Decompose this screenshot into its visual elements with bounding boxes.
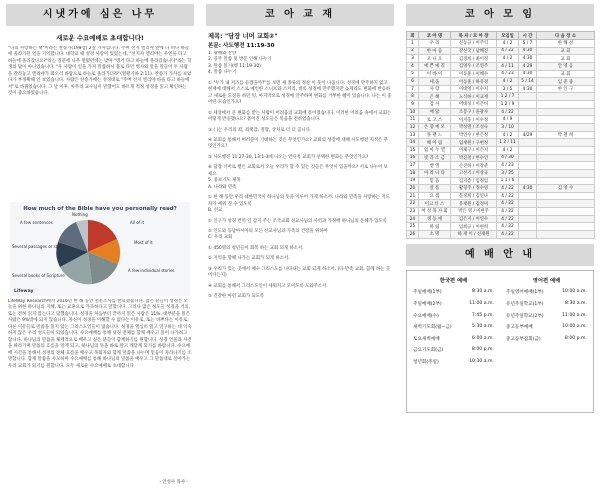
- article-paragraph-2: LifeWay Research에서 2016년 한 해 동안 설문조사를 발표했습니다. 많은 분들이 성경은 오늘을 위한 하나님의 지혜, 또는 교훈으로 가득하다고 말합니다. 그러나 많은 성도들 성경을 거의, 또는 전혀 읽지 않는다고 답했습니다. 성경을 처음부터 끝까지 읽은 사람은 11%, 대부분을 읽은 사람은 9%밖에 되지 않습니다. 자신이 성경을 이해할 수 없다는 이유로, 또는 바쁘다는 이유로, 다른 이유들로 말씀을 읽지 않는 그리스도인들이 많습니다. 성경을 열심히 읽고 연구하는 데 익숙하지 않은 우리 성도들이 되었습니다. 수요예배를 통해 성경 전체를 함께 배우고 읽어 나가려고 합니다. 하나님의 말씀을 체계적으로 배우고 싶은 분들이 함께하기를 원합니다. 성경 인물과 사건을 따라가며 말씀의 흐름을 알게 되고, 하나님의 뜻을 바로 알고 깨닫게 되기를 바랍니다. 수요예배 시간을 통해서 성경의 전체 흐름을 배우고 목회자와 함께 말씀을 나누며 믿음이 자라나기를 소망합니다. 함께 말씀을 사모하며 수요예배를 통해 하나님의 말씀을 배우고 그 말씀대로 살아가는 우리 교회가 되기를 원합니다. 모두 새로운 수요예배로 초대합니다.: [8, 299, 192, 369]
- table-cell: [537, 139, 595, 147]
- table-cell: 조봉구 / 윤광자: [451, 108, 497, 116]
- table-cell: 신동규 / 이주익: [451, 40, 497, 48]
- service-name: 새벽기도회(월~금): [413, 325, 452, 331]
- table-cell: [519, 223, 537, 231]
- study-line: A. 나라와 민족: [208, 184, 237, 190]
- table-row: [407, 208, 595, 216]
- table-cell: 한 해 선: [537, 40, 595, 48]
- table-cell: [519, 231, 537, 239]
- service-name: 토요새벽예배: [413, 336, 440, 342]
- table-cell: 4 / 2: [497, 131, 519, 139]
- table-cell: 5: [407, 70, 419, 78]
- worship-row: [407, 356, 593, 368]
- table-cell: 박연수 / 한은정: [451, 131, 497, 139]
- table-cell: 4:30: [519, 185, 537, 193]
- english-service: [500, 324, 593, 330]
- table-cell: 11: [407, 116, 419, 124]
- column-groups: [400, 0, 600, 488]
- service-name: 유년주일학교(2부): [506, 313, 544, 319]
- table-header: 시 간: [519, 32, 537, 40]
- study-line: ② 지역을 향해 나가는 교회가 되게 하소서.: [208, 256, 290, 262]
- table-cell: [537, 208, 595, 216]
- table-cell: [519, 208, 537, 216]
- table-row: [407, 78, 595, 86]
- table-cell: [537, 177, 595, 185]
- table-row: [407, 169, 595, 177]
- table-row: [407, 162, 595, 170]
- chart-label-5: Several passages or stories: [12, 244, 68, 249]
- survey-infographic: [10, 202, 190, 296]
- service-time: 6:00 a.m.: [472, 335, 494, 341]
- table-cell: 4 / 2: [497, 78, 519, 86]
- signature: - 안성수 목사 -: [159, 480, 188, 485]
- table-cell: 3 / 5: [497, 85, 519, 93]
- service-time: 10:00 a.m.: [562, 324, 587, 330]
- table-cell: 노석하 / 이교재: [451, 93, 497, 101]
- study-line: ④ 교회를 통해서 여러분이 기대하는 것은 무엇인가요? 교회의 성장에 대해 사도행전 지적은 무엇인가요?: [208, 137, 388, 150]
- table-cell: 박진철 / 한수연: [451, 154, 497, 162]
- service-name: 주일예배(2부): [413, 302, 442, 308]
- english-service: [500, 301, 593, 307]
- table-cell: 세 움: [419, 78, 451, 86]
- english-service: [500, 336, 593, 342]
- table-cell: 빛 과 소 금: [419, 154, 451, 162]
- study-line: 3. 말씀 읽기(행 11:19-30): [208, 63, 261, 69]
- table-row: [407, 62, 595, 70]
- table-cell: 3 / 25: [497, 169, 519, 177]
- section-header-study: 코 아 교 재: [206, 4, 394, 26]
- table-cell: 4:30: [519, 55, 537, 63]
- study-line: ③ ( )는 우리의 죄, 죄책감, 절망, 상처로 더 더 큽니다.: [208, 127, 312, 133]
- korean-worship-title: 한국편 예배: [439, 277, 468, 284]
- table-row: [407, 116, 595, 124]
- table-row: [407, 47, 595, 55]
- study-line: 1. 광해와 찬양: [208, 51, 237, 56]
- table-cell: 이제구 / 이은지: [451, 146, 497, 154]
- table-row: [407, 200, 595, 208]
- table-row: [407, 154, 595, 162]
- table-cell: 하 재 이 / 신재원: [451, 231, 497, 239]
- table-cell: 안 영 응: [537, 62, 595, 70]
- table-cell: 온 향 예 모: [419, 124, 451, 132]
- table-row: [407, 124, 595, 132]
- table-cell: [537, 192, 595, 200]
- table-cell: 박 철 희: [537, 131, 595, 139]
- table-cell: 여 성 목 자 회: [419, 208, 451, 216]
- table-cell: 3 / 10: [497, 124, 519, 132]
- table-cell: 4 / 23: [497, 162, 519, 170]
- service-time: 8:30 a.m.: [472, 289, 494, 295]
- table-cell: 18: [407, 169, 419, 177]
- korean-service: [407, 301, 500, 307]
- table-cell: 19: [407, 177, 419, 185]
- table-header: 다 음 장 소: [537, 32, 595, 40]
- study-line: 4. 말씀 나누기: [208, 70, 237, 76]
- table-cell: 1: [407, 40, 419, 48]
- table-cell: 4 / 22: [497, 200, 519, 208]
- study-line: ⑤ 건강한 마련 교회가 되도록: [208, 294, 265, 300]
- table-cell: [537, 108, 595, 116]
- service-name: 주일예배(1부): [413, 290, 442, 296]
- table-cell: 12: [407, 124, 419, 132]
- study-line: 2. 공주 말씀 및 방문 인해 나누기: [208, 57, 272, 63]
- table-cell: 5 / 14: [519, 78, 537, 86]
- table-cell: 벧 엘: [419, 162, 451, 170]
- study-line: ① "누가 내 저즈를 들겠을까?"를 보면 새 종류의 정찬 이 웃이 나옵니다. 성경에 만주하지 않고 현재에 대해서 스스로 예언한 스니프와 스커리, 비록 성경에 만주했지만 늦게라도 변화에 반응하고 새로운 도전을 하던 텃, 마지막으로 성경에 안주하며 변화를 거부한 헴이 있습니다. 나는 이 중 어떤 모습인가요?: [208, 80, 392, 106]
- table-cell: 예 쁜 예 꼴: [419, 62, 451, 70]
- column-study-material: [200, 0, 400, 488]
- table-cell: 김지송 / 임정임: [451, 177, 497, 185]
- table-cell: 9: [407, 101, 419, 109]
- table-cell: [519, 200, 537, 208]
- chart-title: How much of the Bible have you personally read?: [23, 206, 177, 212]
- table-cell: 15: [407, 146, 419, 154]
- table-cell: 로 고 스: [419, 116, 451, 124]
- worship-row: [407, 310, 593, 322]
- table-cell: 우 리: [419, 40, 451, 48]
- study-line: ④ 교회를 통해서 그리스도인이 세워지고 모이도록 도와주소서.: [208, 283, 328, 289]
- table-cell: 임 마 누 엘: [419, 146, 451, 154]
- table-cell: 이대영 / 이수지: [451, 85, 497, 93]
- table-cell: [537, 215, 595, 223]
- study-line: 5. 중보기도 제목: [208, 178, 241, 184]
- table-cell: 믿 음: [419, 177, 451, 185]
- table-cell: 24: [407, 215, 419, 223]
- table-cell: 3: [407, 55, 419, 63]
- table-cell: 4 / 22: [497, 192, 519, 200]
- worship-row: [407, 321, 593, 333]
- table-cell: 손진하 / 이강준: [451, 162, 497, 170]
- chart-label-7: Nothing: [72, 212, 88, 217]
- service-name: 중고등부집회(금): [506, 336, 541, 342]
- table-cell: [537, 200, 595, 208]
- table-cell: 생 동 예: [419, 215, 451, 223]
- korean-service: [407, 324, 500, 330]
- table-row: [407, 146, 595, 154]
- table-row: [407, 70, 595, 78]
- table-cell: 5 / 7: [519, 40, 537, 48]
- table-cell: [519, 93, 537, 101]
- study-line: ① 한 해 동안 우리 대한민국이 하나님의 뜻을 이루어 가게 하소서. 나라와 민족을 사랑하는 지도자가 세워 질 수 있도록: [208, 195, 390, 207]
- table-cell: 유재원 / 김경미: [451, 200, 497, 208]
- table-cell: 14: [407, 139, 419, 147]
- table-cell: 교 회: [537, 47, 595, 55]
- study-line: ② 세상에서 큰 변화를 받는 사람이 어려움의 교회에 흩어졌습니다. 이러한 어려움 속에서 교회는 어떻게 반응했나요? 흩어진 성도들은 복음을 전하였습니다.: [208, 110, 392, 123]
- study-body: [208, 51, 392, 461]
- worship-schedule: [406, 270, 594, 413]
- table-cell: 하 림: [419, 223, 451, 231]
- table-header: 코 아 명: [419, 32, 451, 40]
- table-cell: [537, 101, 595, 109]
- service-time: 10:30 a.m.: [469, 359, 494, 365]
- table-cell: [519, 177, 537, 185]
- table-cell: [537, 223, 595, 231]
- table-cell: 요 셉: [419, 192, 451, 200]
- service-name: 중고등부예배: [506, 325, 533, 331]
- table-cell: 문정희 / 김연나: [451, 192, 497, 200]
- study-title: 제목: "담장 너머 교회②": [208, 33, 278, 40]
- table-cell: 플 랜 느: [419, 131, 451, 139]
- table-cell: 4 / 23: [497, 70, 519, 78]
- study-line: C. 우리 교회: [208, 235, 233, 241]
- table-cell: 감 사: [419, 101, 451, 109]
- table-row: [407, 177, 595, 185]
- table-cell: 13: [407, 131, 419, 139]
- table-cell: 17: [407, 162, 419, 170]
- service-time: 11:00 a.m.: [469, 301, 494, 307]
- table-cell: 1 2 / 7: [497, 93, 519, 101]
- section-header-worship: 예 배 안 내: [406, 244, 594, 266]
- table-row: [407, 231, 595, 239]
- table-cell: 김경희 / 최이정: [451, 55, 497, 63]
- table-cell: 한 마 음: [419, 47, 451, 55]
- table-cell: 25: [407, 223, 419, 231]
- worship-row: [407, 298, 593, 310]
- table-row: [407, 223, 595, 231]
- table-cell: [519, 139, 537, 147]
- table-cell: 4 / 22: [497, 223, 519, 231]
- study-scripture: 본문: 사도행전 11:19-30: [208, 43, 275, 49]
- article-title: 새로운 수요예배로 초대합니다!: [56, 34, 144, 42]
- table-cell: 임희규 / 이현희: [451, 223, 497, 231]
- table-cell: 이크 티 스: [419, 200, 451, 208]
- study-line: ⑥ 담장 너머로 뻗은 교회로서 오늘 우리가 할 수 있는 것들은 무엇이 있을까요? 서로 나누어 보세요.: [208, 165, 388, 177]
- table-cell: 김은지 / 이연수: [451, 215, 497, 223]
- chart-label-1: All of it: [130, 220, 145, 225]
- table-row: [407, 93, 595, 101]
- table-cell: 4 / 22: [497, 208, 519, 216]
- table-cell: 오 니 오: [419, 55, 451, 63]
- table-cell: 4:30: [519, 47, 537, 55]
- table-cell: 이동훈 / 하유경: [451, 78, 497, 86]
- table-row: [407, 55, 595, 63]
- table-cell: [519, 124, 537, 132]
- table-cell: [537, 231, 595, 239]
- english-service: [500, 313, 593, 319]
- table-cell: 4 / 2: [497, 55, 519, 63]
- table-cell: 김 영 수: [537, 185, 595, 193]
- pie-slices: [56, 220, 120, 284]
- table-cell: [519, 116, 537, 124]
- table-cell: [537, 169, 595, 177]
- table-cell: 4 / 30: [497, 154, 519, 162]
- table-header: 모임일: [497, 32, 519, 40]
- table-cell: 해 아 림: [419, 139, 451, 147]
- table-cell: 4 / 22: [497, 231, 519, 239]
- table-cell: 김영우 / 조연주: [451, 62, 497, 70]
- table-row: [407, 101, 595, 109]
- worship-row: [407, 345, 593, 357]
- service-name: 수요예배(수): [413, 313, 439, 319]
- chart-label-6: A few sentences: [20, 220, 53, 225]
- table-cell: 이동훈 / 이혜수: [451, 70, 497, 78]
- table-cell: 마 라 나 타: [419, 169, 451, 177]
- study-line: B. 선교: [208, 208, 223, 214]
- korean-service: [407, 289, 500, 295]
- service-name: 금요기도회(금): [413, 348, 444, 354]
- survey-pie-chart: [10, 202, 190, 296]
- table-cell: 한 인 구: [537, 85, 595, 93]
- table-cell: 10: [407, 108, 419, 116]
- group-table: [406, 31, 595, 239]
- table-cell: 16: [407, 154, 419, 162]
- table-cell: 은 혜: [419, 93, 451, 101]
- table-cell: 20: [407, 185, 419, 193]
- korean-service: [407, 313, 500, 319]
- article-paragraph-1: "나의 사랑하는 책"이라는 찬송가(199장) 2절 가사입니다. 주여 선지 엘리야 앞에 다 떠나 하늘에 올라가던 일을 기억합니다. 대학교 때 성경 사랑이 있었는데, "선지자 엘리야는 우연을 타고 하늘에 올라갔나요?"라는 질문에 나무 떨렸던데는 맞아 "병거 타고 하늘에 올라갔습니다"라는 학생의 답이 아니었습니다. "우 사람이 일을 가져 말씀하시 불로 타던 병사와 말을 말들이 두 사람을 갈라놓고 엘리야가 회오리 바람으로 하늘로 올라가더라"(열왕기하 2:11). 찬송가 가사를 보았다가 부정확해 인 보였습니다. 사람은 찬송가에는 성경대로 "주여 선지 엘리야 바을 타고 하늘에서"로 바뀌었습니다. 그 날 이후, 아무리 교수님이 말했어도 바르게 적정 성경을 읽고 확인하는 것이 중요하였습니다.: [8, 46, 192, 97]
- table-cell: 4/29: [519, 131, 537, 139]
- service-name: 주일영어예배(1부): [506, 290, 544, 296]
- english-worship-title: 영어편 예배: [532, 277, 561, 284]
- table-cell: 고선기 / 이상규: [451, 169, 497, 177]
- table-cell: 임 준 중: [537, 78, 595, 86]
- table-cell: 21: [407, 192, 419, 200]
- section-header-groups: 코 아 모 임: [406, 4, 594, 26]
- table-cell: 1 2 / 9: [497, 101, 519, 109]
- table-cell: 4 / 22: [497, 215, 519, 223]
- table-cell: 1 2 / 11: [497, 139, 519, 147]
- lifeway-logo: Lifeway: [14, 289, 34, 294]
- table-cell: [519, 108, 537, 116]
- study-line: ② 인도와 동남아시아의 모든 선교사님과 가족의 건강을 위하여: [208, 228, 328, 234]
- table-cell: 예 닮: [419, 108, 451, 116]
- table-cell: 1 1 / 6: [497, 177, 519, 185]
- table-cell: [537, 116, 595, 124]
- table-row: [407, 131, 595, 139]
- study-line: ① 450명의 청년들이 회복 하는 교회 되게 하소서.: [208, 245, 304, 251]
- table-cell: 사 랑: [419, 85, 451, 93]
- table-cell: 박은 영 / 이현주: [451, 208, 497, 216]
- table-row: [407, 85, 595, 93]
- table-row: [407, 108, 595, 116]
- english-service: [500, 289, 593, 295]
- table-row: [407, 139, 595, 147]
- table-row: [407, 185, 595, 193]
- table-cell: [519, 154, 537, 162]
- service-name: 청년회(주일): [413, 360, 439, 366]
- table-cell: 이대성 / 이은비: [451, 101, 497, 109]
- table-cell: [537, 124, 595, 132]
- service-time: 7:45 p.m.: [471, 312, 494, 318]
- table-cell: [519, 192, 537, 200]
- service-time: 10:00 a.m.: [562, 289, 587, 295]
- table-cell: [537, 162, 595, 170]
- chart-label-4: Several books of Scripture: [12, 273, 65, 278]
- table-cell: 임재원 / 구현정: [451, 139, 497, 147]
- table-cell: 4 / 2: [497, 146, 519, 154]
- table-cell: 4 / 22: [497, 108, 519, 116]
- chart-label-2: Most of it: [134, 240, 153, 245]
- table-row: [407, 40, 595, 48]
- korean-service: [407, 336, 500, 342]
- table-cell: 4:30: [519, 85, 537, 93]
- study-line: ③ 우리가 있는 곳에서 예수 그리스도를 나타내는 교회 되게 하소서. (다 만족 교회, 함께 하는 곳 어디든지): [208, 266, 391, 279]
- service-time: 8:00 p.m.: [564, 335, 587, 341]
- table-cell: [537, 154, 595, 162]
- table-cell: 2: [407, 47, 419, 55]
- table-cell: 황형주 / 정수영: [451, 185, 497, 193]
- table-cell: 26: [407, 231, 419, 239]
- table-cell: 4: [407, 62, 419, 70]
- service-time: 5:30 a.m.: [472, 324, 494, 330]
- table-cell: 4:29: [519, 62, 537, 70]
- service-time: 8:30 a.m.: [565, 301, 587, 307]
- table-cell: 이지웅 / 이수정: [451, 116, 497, 124]
- table-cell: [519, 215, 537, 223]
- chart-label-3: A few individual stories: [128, 268, 175, 273]
- worship-row: [407, 333, 593, 345]
- table-cell: [519, 169, 537, 177]
- table-cell: 4 / 11: [497, 62, 519, 70]
- table-cell: 강신국 / 남혜진: [451, 47, 497, 55]
- table-cell: [537, 93, 595, 101]
- table-cell: 교 회: [537, 55, 595, 63]
- table-header: 회: [407, 32, 419, 40]
- table-cell: 교 회: [537, 70, 595, 78]
- table-row: [407, 215, 595, 223]
- table-cell: 4 / 2: [497, 40, 519, 48]
- korean-service: [407, 359, 500, 365]
- table-cell: [537, 146, 595, 154]
- table-cell: 이 바 이: [419, 70, 451, 78]
- table-cell: [519, 146, 537, 154]
- table-cell: [519, 162, 537, 170]
- service-time: 11:00 a.m.: [562, 312, 587, 318]
- table-cell: 23: [407, 208, 419, 216]
- table-cell: 8: [407, 93, 419, 101]
- table-cell: 소 명: [419, 231, 451, 239]
- table-cell: 4 / 22: [497, 185, 519, 193]
- table-cell: 22: [407, 200, 419, 208]
- column-streams: [0, 0, 200, 488]
- table-cell: 4 / 22: [497, 47, 519, 55]
- table-cell: 샬 롬: [419, 185, 451, 193]
- table-header: 목 자 / 모 아 장: [451, 32, 497, 40]
- table-row: [407, 192, 595, 200]
- study-line: ① 인구가 성경 번역 일 감지 주는 조국교회 선교사님의 사역과 가정에 하나님의 은혜가 있도록: [208, 218, 388, 224]
- table-cell: 7: [407, 85, 419, 93]
- study-line: ⑤ 사도행전 11:27-30, 13:1-3에 나오는 안디옥 교회가 선택한 변화는 무엇인가요?: [208, 154, 369, 160]
- table-cell: 6: [407, 78, 419, 86]
- table-cell: 박성열 / 조성숙: [451, 124, 497, 132]
- service-time: 8:00 p.m.: [471, 347, 494, 353]
- table-cell: [519, 101, 537, 109]
- table-cell: 4 / 9: [497, 116, 519, 124]
- service-name: 유년주일학교(1부): [506, 302, 544, 308]
- section-header-streams: 시냇가에 심은 나무: [6, 4, 194, 26]
- table-cell: 4:30: [519, 70, 537, 78]
- korean-service: [407, 347, 500, 353]
- worship-row: [407, 287, 593, 299]
